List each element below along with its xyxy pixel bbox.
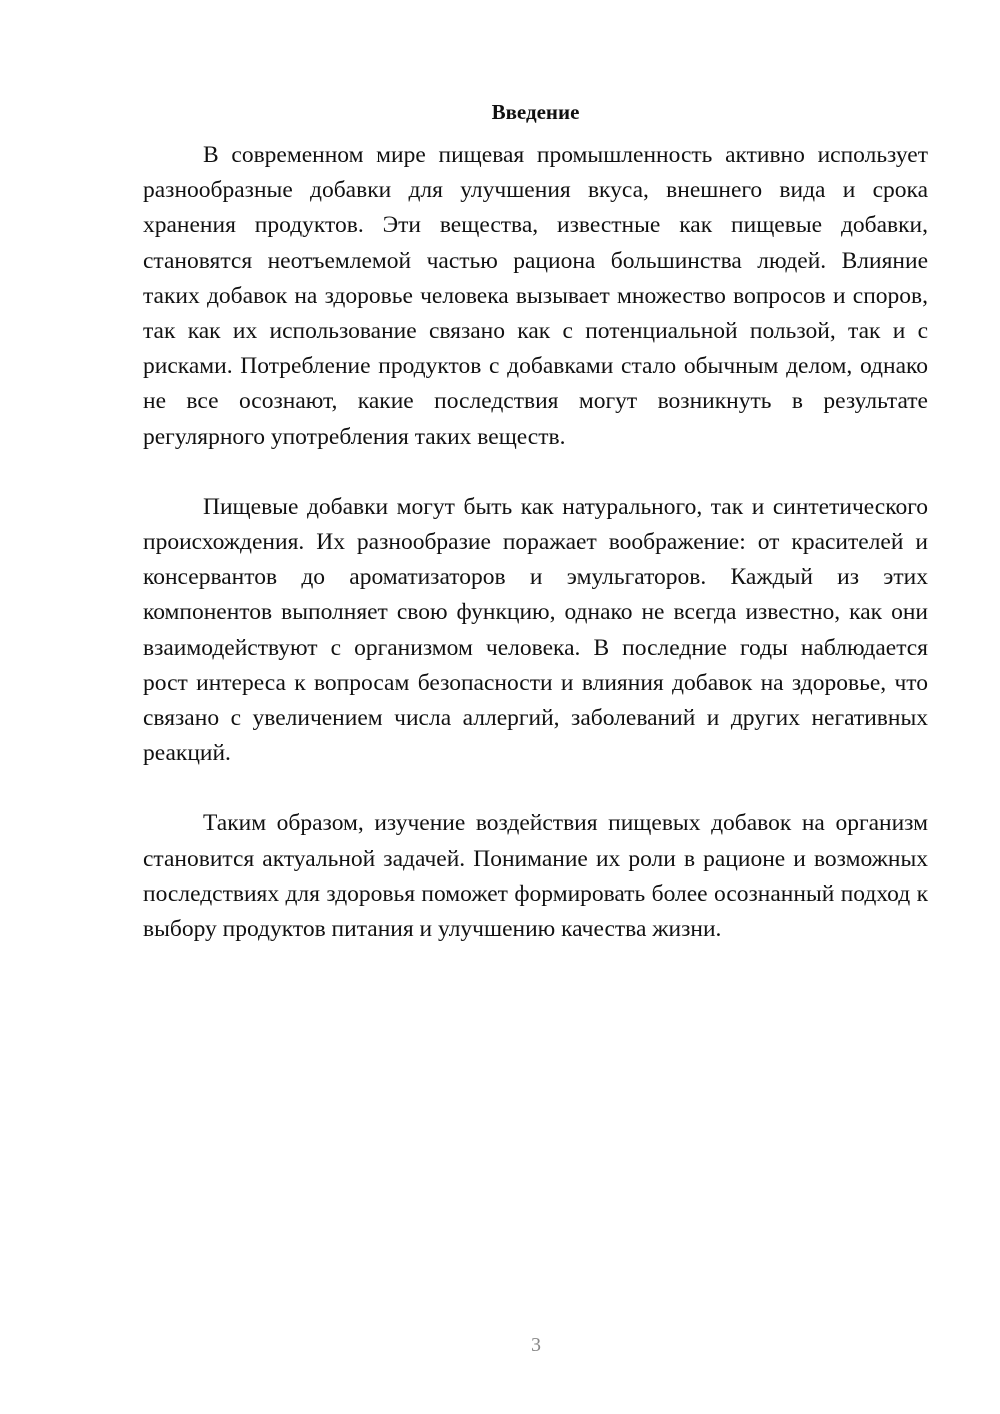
page-number: 3 [531,1334,541,1356]
document-body [143,96,928,947]
section-title: Введение [491,100,580,124]
paragraph-1: В современном мире пищевая промышленность активно использует разнообразные добавки для улучшения вкуса, внешнего вида и срока хранения продуктов. Эти вещества, известные как пищевые добавки, становятся неотъемлемой частью рациона большинства людей. Влияние таких добавок на здоровье человека вызывает множество вопросов и споров, так как их использование связано как с потенциальной пользой, так и с рисками. Потребление продуктов с добавками стало обычным делом, однако не все осознают, какие последствия могут возникнуть в результате регулярного употребления таких веществ. [143,142,928,450]
paragraph-2: Пищевые добавки могут быть как натурального, так и синтетического происхождения. Их разнообразие поражает воображение: от красителей и консервантов до ароматизаторов и эмульгаторов. Каждый из этих компонентов выполняет свою функцию, однако не всегда известно, как они взаимодействуют с организмом человека. В последние годы наблюдается рост интереса к вопросам безопасности и влияния добавок на здоровье, что связано с увеличением числа аллергий, заболеваний и других негативных реакций. [143,493,928,767]
paragraph-3: Таким образом, изучение воздействия пищевых добавок на организм становится актуальной задачей. Понимание их роли в рационе и возможных последствиях для здоровья поможет формировать более осознанный подход к выбору продуктов питания и улучшению качества жизни. [143,810,928,943]
